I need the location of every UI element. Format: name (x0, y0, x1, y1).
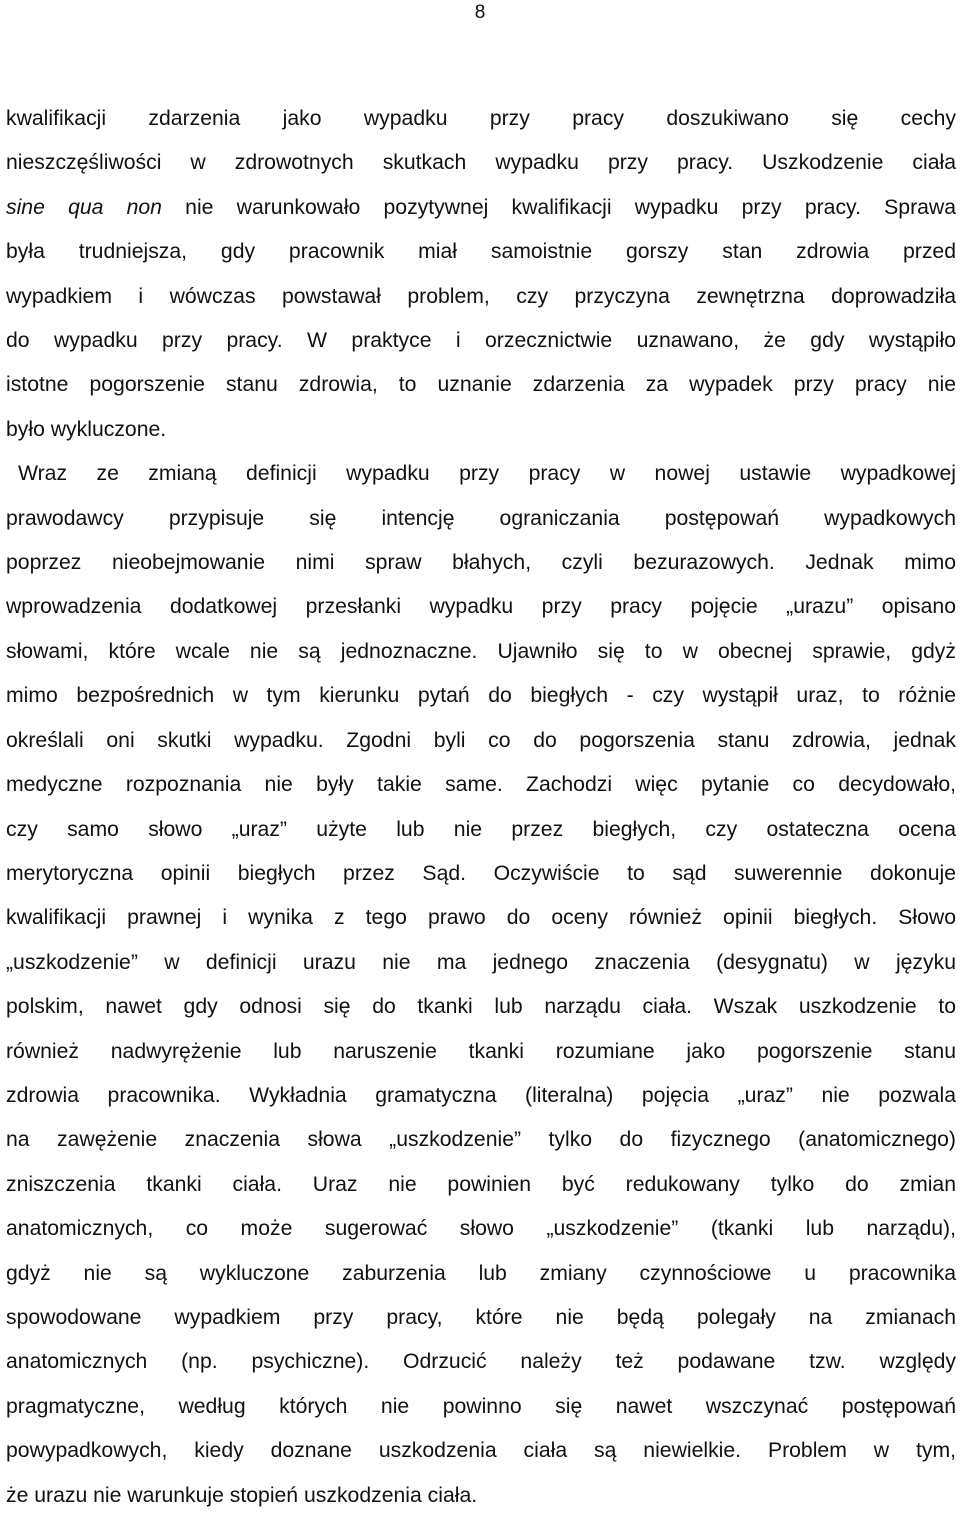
text-line-with-latin-phrase (6, 186, 956, 230)
text-line: anatomicznych (np. psychiczne). Odrzucić należy też podawane tzw. względy (6, 1350, 956, 1374)
text-line: kwalifikacji zdarzenia jako wypadku przy pracy doszukiwano się cechy (6, 107, 956, 130)
text-line: zniszczenia tkanki ciała. Uraz nie powinien być redukowany tylko do zmian (6, 1172, 956, 1196)
text-line: czy samo słowo „uraz” użyte lub nie przez biegłych, czy ostateczna ocena (6, 817, 956, 841)
text-line: do wypadku przy pracy. W praktyce i orzecznictwie uznawano, że gdy wystąpiło (6, 329, 956, 353)
text-line: wprowadzenia dodatkowej przesłanki wypadku przy pracy pojęcie „urazu” opisano (6, 595, 956, 619)
text-line: nieszczęśliwości w zdrowotnych skutkach wypadku przy pracy. Uszkodzenie ciała (6, 151, 956, 175)
body-text (6, 97, 956, 1518)
text-line: medyczne rozpoznania nie były takie same. Zachodzi więc pytanie co decydowało, (6, 773, 956, 797)
text-line: polskim, nawet gdy odnosi się do tkanki lub narządu ciała. Wszak uszkodzenie to (6, 995, 956, 1019)
text-line: prawodawcy przypisuje się intencję ograniczania postępowań wypadkowych (6, 506, 956, 530)
text-line: poprzez nieobejmowanie nimi spraw błahych, czyli bezurazowych. Jednak mimo (6, 551, 956, 575)
text-line: również nadwyrężenie lub naruszenie tkanki rozumiane jako pogorszenie stanu (6, 1039, 956, 1063)
text-line: spowodowane wypadkiem przy pracy, które nie będą polegały na zmianach (6, 1305, 956, 1329)
text-line: na zawężenie znaczenia słowa „uszkodzenie” tylko do fizycznego (anatomicznego) (6, 1128, 956, 1152)
text-line: gdyż nie są wykluczone zaburzenia lub zmiany czynnościowe u pracownika (6, 1261, 956, 1285)
text-line: anatomicznych, co może sugerować słowo „uszkodzenie” (tkanki lub narządu), (6, 1217, 956, 1241)
text-line: określali oni skutki wypadku. Zgodni byli co do pogorszenia stanu zdrowia, jednak (6, 728, 956, 752)
page-number: 8 (474, 2, 486, 23)
text-line: że urazu nie warunkuje stopień uszkodzenia ciała. (6, 1483, 478, 1507)
text-line: pragmatyczne, według których nie powinno się nawet wszczynać postępowań (6, 1394, 956, 1418)
text-line: była trudniejsza, gdy pracownik miał samoistnie gorszy stan zdrowia przed (6, 240, 956, 264)
text-line: zdrowia pracownika. Wykładnia gramatyczna (literalna) pojęcia „uraz” nie pozwala (6, 1083, 956, 1107)
text-line-rest: nie warunkowało pozytywnej kwalifikacji wypadku przy pracy. Sprawa (185, 195, 956, 219)
text-line: słowami, które wcale nie są jednoznaczne. Ujawniło się to w obecnej sprawie, gdyż (6, 639, 956, 663)
text-line: było wykluczone. (6, 417, 167, 441)
text-line: mimo bezpośrednich w tym kierunku pytań do biegłych - czy wystąpił uraz, to różnie (6, 684, 956, 708)
text-line: wypadkiem i wówczas powstawał problem, czy przyczyna zewnętrzna doprowadziła (6, 284, 956, 308)
latin-phrase: sine qua non (6, 195, 162, 219)
text-line: powypadkowych, kiedy doznane uszkodzenia ciała są niewielkie. Problem w tym, (6, 1439, 956, 1463)
text-line: „uszkodzenie” w definicji urazu nie ma jednego znaczenia (desygnatu) w języku (6, 950, 956, 974)
text-line: kwalifikacji prawnej i wynika z tego prawo do oceny również opinii biegłych. Słowo (6, 906, 956, 930)
text-line: Wraz ze zmianą definicji wypadku przy pracy w nowej ustawie wypadkowej (18, 462, 956, 486)
text-line: merytoryczna opinii biegłych przez Sąd. Oczywiście to sąd suwerennie dokonuje (6, 861, 956, 885)
text-line: istotne pogorszenie stanu zdrowia, to uznanie zdarzenia za wypadek przy pracy nie (6, 373, 956, 397)
